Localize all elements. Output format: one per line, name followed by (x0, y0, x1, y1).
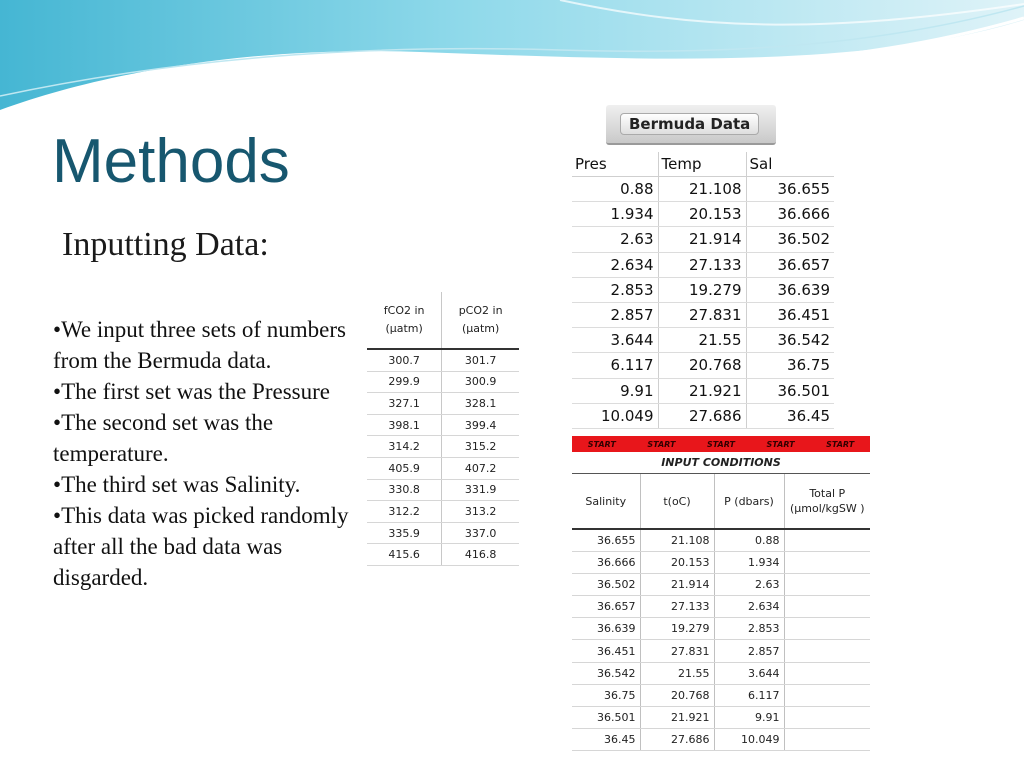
bullet-item: • The first set was the Pressure (53, 376, 353, 407)
table-cell: 20.153 (658, 202, 746, 227)
table-cell: 27.686 (640, 728, 714, 750)
table-cell: 19.279 (658, 277, 746, 302)
column-header: fCO2 in (μatm) (367, 292, 442, 349)
table-cell: 20.153 (640, 552, 714, 574)
table-cell: 20.768 (640, 684, 714, 706)
table-cell: 2.634 (572, 252, 658, 277)
table-cell: 313.2 (442, 501, 519, 523)
table-cell: 27.133 (658, 252, 746, 277)
table-cell: 36.502 (572, 574, 640, 596)
table-cell: 36.655 (746, 177, 834, 202)
table-cell: 9.91 (714, 706, 784, 728)
table-cell: 36.542 (572, 662, 640, 684)
table-cell: 300.9 (442, 371, 519, 393)
table-cell: 36.666 (746, 202, 834, 227)
table-cell: 21.921 (640, 706, 714, 728)
table-row (367, 457, 519, 479)
table-cell: 301.7 (442, 349, 519, 371)
table-row (572, 403, 834, 428)
table-cell: 21.55 (640, 662, 714, 684)
table-row (572, 684, 870, 706)
table-cell: 36.502 (746, 227, 834, 252)
table-cell: 20.768 (658, 353, 746, 378)
table-cell: 335.9 (367, 522, 442, 544)
table-row (572, 328, 834, 353)
table-cell (784, 529, 870, 552)
column-header: Total P (μmol/kgSW ) (784, 474, 870, 530)
table-cell: 300.7 (367, 349, 442, 371)
bullet-item: • The second set was the temperature. (53, 407, 353, 469)
table-cell: 407.2 (442, 457, 519, 479)
table-cell: 10.049 (714, 728, 784, 750)
table-cell: 337.0 (442, 522, 519, 544)
table-cell: 331.9 (442, 479, 519, 501)
table-cell: 2.857 (572, 302, 658, 327)
table-cell: 2.853 (572, 277, 658, 302)
table-row (367, 436, 519, 458)
table-row (572, 353, 834, 378)
table-cell: 3.644 (572, 328, 658, 353)
table-cell (784, 662, 870, 684)
table-row (367, 371, 519, 393)
column-header: Sal (746, 152, 834, 177)
table-cell (784, 684, 870, 706)
slide-subtitle: Inputting Data: (62, 226, 269, 263)
table-cell (784, 618, 870, 640)
table-cell: 21.108 (640, 529, 714, 552)
table-cell: 299.9 (367, 371, 442, 393)
table-cell: 415.6 (367, 544, 442, 566)
table-cell: 6.117 (572, 353, 658, 378)
table-cell: 314.2 (367, 436, 442, 458)
table-row (572, 302, 834, 327)
table-cell: 21.914 (658, 227, 746, 252)
bullet-item: • The third set was Salinity. (53, 469, 353, 500)
table-cell: 2.857 (714, 640, 784, 662)
table-cell: 405.9 (367, 457, 442, 479)
table-cell: 21.921 (658, 378, 746, 403)
slide-title: Methods (52, 127, 290, 196)
table-cell: 2.634 (714, 596, 784, 618)
column-header: Temp (658, 152, 746, 177)
table-cell: 327.1 (367, 393, 442, 415)
start-bar (572, 436, 870, 452)
table-row (572, 529, 870, 552)
bermuda-table-body (572, 177, 834, 429)
table-cell: 36.655 (572, 529, 640, 552)
table-cell (784, 596, 870, 618)
table-cell: 36.501 (572, 706, 640, 728)
table-cell: 36.666 (572, 552, 640, 574)
table-cell: 1.934 (572, 202, 658, 227)
table-row (367, 349, 519, 371)
table-cell: 36.451 (572, 640, 640, 662)
table-cell: 36.75 (746, 353, 834, 378)
table-cell: 21.914 (640, 574, 714, 596)
bermuda-table (572, 152, 834, 429)
start-label: START (766, 439, 795, 449)
table-row (572, 706, 870, 728)
table-row (572, 596, 870, 618)
table-cell: 3.644 (714, 662, 784, 684)
table-cell: 36.657 (572, 596, 640, 618)
table-cell: 399.4 (442, 414, 519, 436)
table-cell: 21.108 (658, 177, 746, 202)
table-row (367, 479, 519, 501)
table-cell: 36.45 (572, 728, 640, 750)
bermuda-data-tab (606, 105, 776, 145)
bullet-list (53, 314, 353, 593)
table-cell: 21.55 (658, 328, 746, 353)
table-row (572, 252, 834, 277)
table-cell (784, 728, 870, 750)
input-conditions-title: INPUT CONDITIONS (572, 452, 870, 474)
table-row (572, 618, 870, 640)
table-cell: 6.117 (714, 684, 784, 706)
table-row (367, 414, 519, 436)
table-cell (784, 552, 870, 574)
table-row (367, 522, 519, 544)
table-row (572, 202, 834, 227)
bullet-item: • We input three sets of numbers from the Bermuda data. (53, 314, 353, 376)
table-cell: 315.2 (442, 436, 519, 458)
header-wave-decoration (0, 0, 1024, 125)
table-cell: 19.279 (640, 618, 714, 640)
start-label: START (826, 439, 855, 449)
table-cell: 36.639 (572, 618, 640, 640)
table-cell: 36.501 (746, 378, 834, 403)
table-cell: 36.657 (746, 252, 834, 277)
input-conditions-table (572, 452, 870, 751)
table-cell: 330.8 (367, 479, 442, 501)
table-cell: 0.88 (714, 529, 784, 552)
table-cell: 36.75 (572, 684, 640, 706)
table-row (367, 544, 519, 566)
table-row (572, 574, 870, 596)
table-row (367, 393, 519, 415)
table-cell: 312.2 (367, 501, 442, 523)
start-label: START (587, 439, 616, 449)
table-cell: 0.88 (572, 177, 658, 202)
table-row (572, 277, 834, 302)
column-header: pCO2 in (μatm) (442, 292, 519, 349)
table-cell (784, 574, 870, 596)
input-conditions-body (572, 529, 870, 750)
table-row (572, 728, 870, 750)
table-cell: 36.451 (746, 302, 834, 327)
table-cell: 398.1 (367, 414, 442, 436)
table-cell: 2.63 (714, 574, 784, 596)
column-header: P (dbars) (714, 474, 784, 530)
table-cell (784, 640, 870, 662)
table-cell: 10.049 (572, 403, 658, 428)
table-cell: 36.542 (746, 328, 834, 353)
start-label: START (706, 439, 735, 449)
column-header: t(oC) (640, 474, 714, 530)
table-cell: 36.45 (746, 403, 834, 428)
table-cell: 416.8 (442, 544, 519, 566)
table-cell: 27.133 (640, 596, 714, 618)
table-row (572, 378, 834, 403)
table-row (572, 552, 870, 574)
column-header: Pres (572, 152, 658, 177)
bermuda-data-tab-label: Bermuda Data (620, 113, 759, 135)
table-row (572, 662, 870, 684)
bullet-item: • This data was picked randomly after all the bad data was disgarded. (53, 500, 353, 593)
table-cell (784, 706, 870, 728)
table-cell: 9.91 (572, 378, 658, 403)
co2-table (367, 292, 519, 566)
table-cell: 27.686 (658, 403, 746, 428)
start-label: START (647, 439, 676, 449)
table-cell: 27.831 (640, 640, 714, 662)
table-cell: 2.853 (714, 618, 784, 640)
table-row (572, 227, 834, 252)
table-cell: 1.934 (714, 552, 784, 574)
table-row (367, 501, 519, 523)
table-cell: 328.1 (442, 393, 519, 415)
table-cell: 36.639 (746, 277, 834, 302)
table-row (572, 640, 870, 662)
table-cell: 27.831 (658, 302, 746, 327)
table-row (572, 177, 834, 202)
co2-table-body (367, 349, 519, 565)
column-header: Salinity (572, 474, 640, 530)
table-cell: 2.63 (572, 227, 658, 252)
